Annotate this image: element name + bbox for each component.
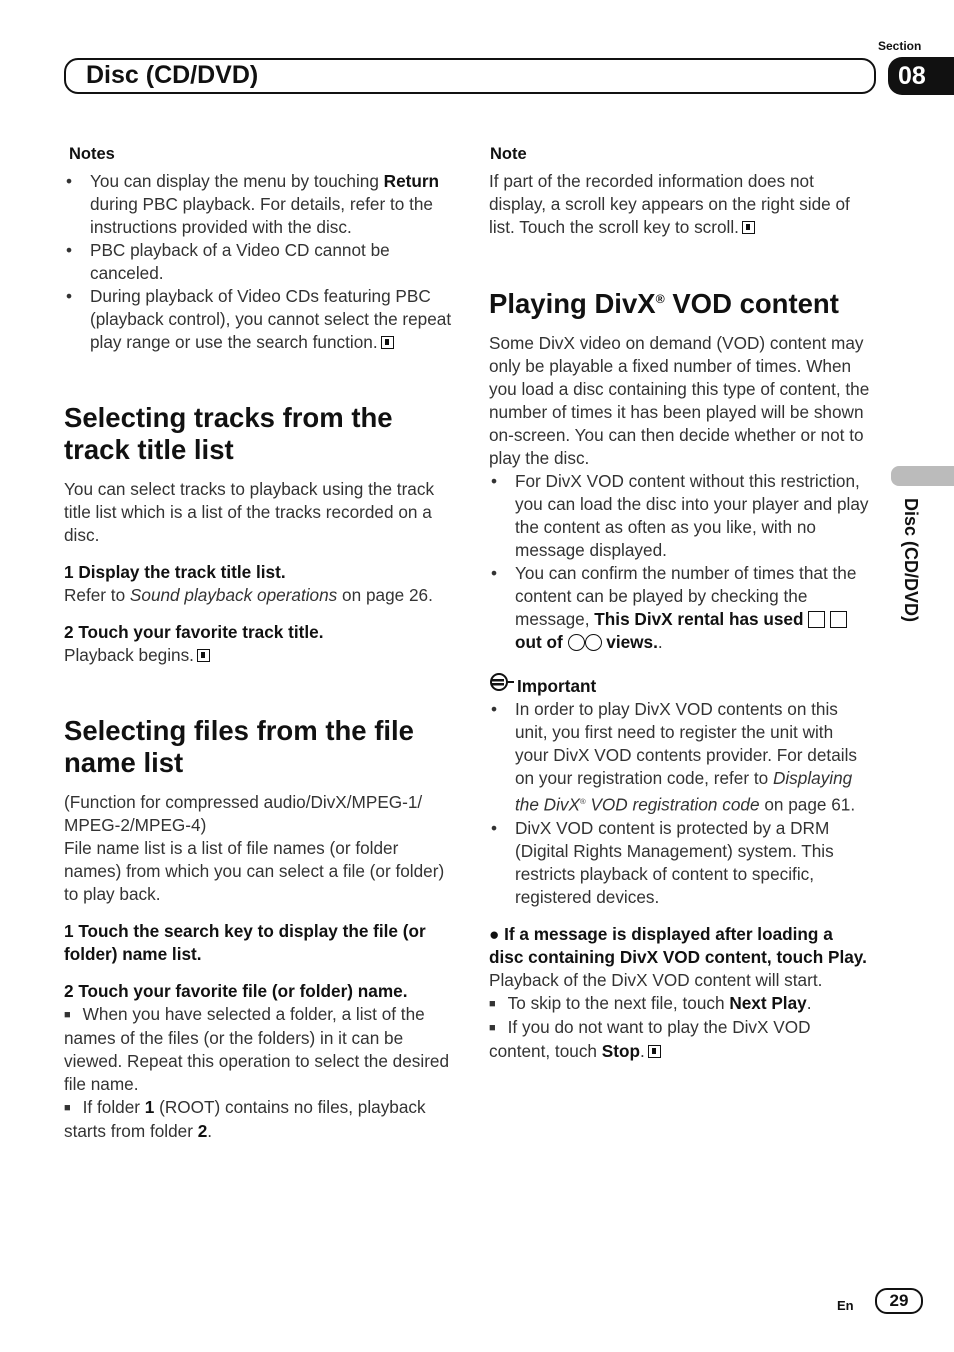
right-column bbox=[489, 143, 871, 1063]
page-number: 29 bbox=[875, 1288, 923, 1314]
end-mark-icon bbox=[197, 649, 210, 662]
count-box-icon bbox=[830, 611, 847, 628]
paragraph bbox=[489, 170, 871, 239]
important-icon bbox=[489, 672, 517, 698]
step-heading bbox=[64, 920, 456, 966]
text-run: In order to play DivX VOD contents on this unit, you first need to register the unit with your DivX VOD contents provider. For details on your registration code, refer to bbox=[515, 699, 857, 789]
text-run: ● If a message is displayed after loading a disc containing DivX VOD content, touch Play. bbox=[489, 923, 867, 967]
square-bullet-icon: ■ bbox=[489, 1021, 496, 1034]
paragraph bbox=[64, 791, 456, 837]
paragraph bbox=[489, 969, 871, 992]
count-box-icon bbox=[808, 611, 825, 628]
text-run: Stop bbox=[601, 1040, 640, 1061]
paragraph bbox=[489, 332, 871, 470]
text-run: Playback begins. bbox=[64, 645, 194, 665]
step-heading bbox=[489, 923, 871, 969]
text-run: (Function for compressed audio/DivX/MPEG-1/ MPEG-2/MPEG-4) bbox=[64, 792, 423, 835]
text-run: You can select tracks to playback using the track title list which is a list of the tracks recorded on a disc. bbox=[64, 479, 435, 545]
text-run: You can confirm the number of times that the content can be played by checking the message, bbox=[515, 563, 857, 630]
text-run: Notes bbox=[69, 145, 115, 163]
square-item bbox=[489, 1016, 871, 1063]
end-mark-icon bbox=[648, 1045, 661, 1058]
bullet-item bbox=[489, 562, 871, 654]
text-run: (ROOT) contains no files, playback starts from folder bbox=[64, 1097, 426, 1141]
chapter-header bbox=[64, 58, 876, 94]
registered-mark: ® bbox=[655, 292, 665, 306]
text-run: If folder bbox=[82, 1097, 145, 1117]
text-run: VOD content bbox=[664, 288, 839, 320]
text-run: DivX VOD content is protected by a DRM (Digital Rights Management) system. This restricts playback of content to specific, registered devices. bbox=[515, 817, 834, 907]
bullet-item bbox=[64, 239, 456, 285]
section-heading bbox=[64, 715, 456, 779]
registered-mark: ® bbox=[579, 797, 586, 807]
note-label bbox=[490, 143, 871, 166]
text-run: 2 Touch your favorite track title. bbox=[64, 622, 324, 642]
count-circle-icon bbox=[568, 634, 585, 651]
chapter-title: Disc (CD/DVD) bbox=[86, 61, 259, 89]
square-bullet-icon: ■ bbox=[489, 997, 496, 1010]
text-run: . bbox=[639, 1040, 645, 1061]
side-tab-marker bbox=[891, 466, 954, 486]
text-run: 1 Display the track title list. bbox=[64, 562, 286, 582]
text-run: Sound playback operations bbox=[129, 585, 338, 605]
text-run: VOD registration code bbox=[585, 794, 760, 815]
text-run: This DivX rental has used bbox=[594, 609, 809, 630]
square-bullet-icon: ■ bbox=[64, 1009, 71, 1021]
section-heading bbox=[489, 283, 871, 320]
square-item bbox=[64, 1096, 456, 1143]
text-run: For DivX VOD content without this restriction, you can load the disc into your player and play the content as often as you like, with no message displayed. bbox=[515, 471, 869, 561]
text-run: File name list is a list of file names (or folder names) from which you can select a file (or folder) to play back. bbox=[64, 838, 445, 904]
text-run: . bbox=[207, 1121, 213, 1141]
paragraph bbox=[64, 837, 456, 906]
paragraph bbox=[64, 644, 456, 667]
step-heading bbox=[64, 561, 456, 584]
bullet-item bbox=[64, 170, 456, 239]
text-run: views. bbox=[601, 632, 658, 653]
section-heading bbox=[64, 402, 456, 466]
text-run: 1 bbox=[144, 1097, 155, 1117]
text-run: Important bbox=[517, 676, 597, 697]
text-run: Some DivX video on demand (VOD) content may only be playable a fixed number of times. When you load a disc containing this type of content, the number of times it has been played will be shown on-screen. You can then decide whether or not to play the disc. bbox=[489, 333, 870, 469]
section-number: 08 bbox=[888, 57, 954, 95]
text-run: on page 26. bbox=[337, 585, 433, 605]
section-label: Section bbox=[878, 39, 922, 53]
text-run: PBC playback of a Video CD cannot be canceled. bbox=[90, 240, 390, 283]
note-label bbox=[69, 143, 456, 166]
text-run: Return bbox=[383, 171, 440, 191]
end-mark-icon bbox=[742, 221, 755, 234]
text-run: out of bbox=[515, 632, 568, 653]
text-run: Next Play bbox=[729, 992, 807, 1013]
bullet-item bbox=[64, 285, 456, 354]
important-heading bbox=[489, 672, 871, 698]
end-mark-icon bbox=[381, 336, 394, 349]
text-run: . bbox=[806, 992, 812, 1013]
text-run: If you do not want to play the DivX VOD content, touch bbox=[489, 1016, 811, 1061]
step-heading bbox=[64, 980, 456, 1003]
text-run: Displaying the DivX bbox=[515, 768, 853, 815]
bullet-item bbox=[489, 698, 871, 817]
text-run: To skip to the next file, touch bbox=[507, 992, 730, 1013]
paragraph bbox=[64, 584, 456, 607]
text-run: 2 bbox=[197, 1121, 208, 1141]
paragraph bbox=[64, 478, 456, 547]
text-run: Playback of the DivX VOD content will start. bbox=[489, 969, 823, 990]
text-run: 2 Touch your favorite file (or folder) name. bbox=[64, 981, 408, 1001]
text-run: Refer to bbox=[64, 585, 130, 605]
bullet-item bbox=[489, 470, 871, 562]
square-item bbox=[489, 992, 871, 1016]
text-run: Selecting files from the file name list bbox=[64, 715, 414, 778]
text-run: Selecting tracks from the track title list bbox=[64, 402, 393, 465]
text-run: During playback of Video CDs featuring PBC (playback control), you cannot select the repeat play range or use the search function. bbox=[90, 286, 452, 352]
text-run: during PBC playback. For details, refer to the instructions provided with the disc. bbox=[90, 194, 433, 237]
bullet-item bbox=[489, 817, 871, 909]
text-run: Playing DivX bbox=[489, 288, 656, 320]
step-heading bbox=[64, 621, 456, 644]
language-label: En bbox=[837, 1298, 854, 1313]
text-run: When you have selected a folder, a list of the names of the files (or the folders) in it can be viewed. Repeat this operation to select the desired file name. bbox=[64, 1004, 450, 1094]
left-column bbox=[64, 143, 456, 1143]
square-bullet-icon: ■ bbox=[64, 1102, 71, 1114]
text-run: 1 Touch the search key to display the file (or folder) name list. bbox=[64, 921, 426, 964]
text-run: Note bbox=[490, 145, 527, 163]
text-run: You can display the menu by touching bbox=[90, 171, 384, 191]
square-item bbox=[64, 1003, 456, 1096]
text-run: . bbox=[657, 632, 663, 653]
count-circle-icon bbox=[585, 634, 602, 651]
text-run: If part of the recorded information does not display, a scroll key appears on the right side of list. Touch the scroll key to scroll. bbox=[489, 171, 850, 237]
side-tab-label: Disc (CD/DVD) bbox=[901, 498, 921, 623]
text-run: on page 61. bbox=[759, 794, 856, 815]
